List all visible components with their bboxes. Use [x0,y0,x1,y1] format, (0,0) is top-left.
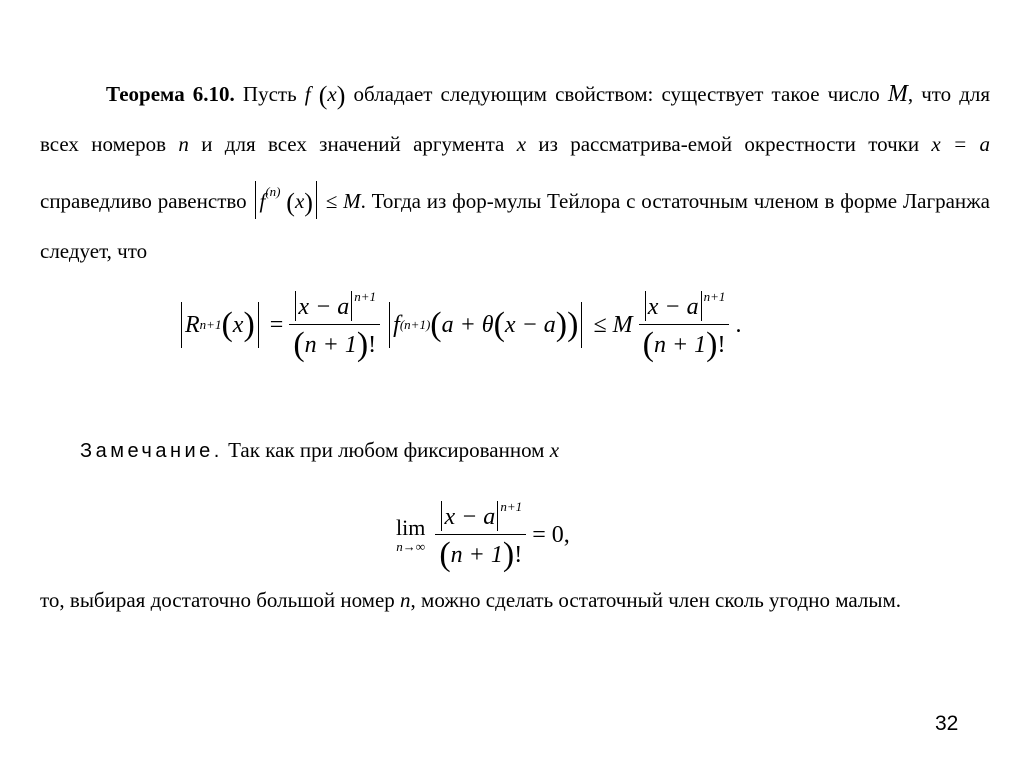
conclusion-paragraph [40,581,990,619]
remark-x: x [549,438,560,462]
formula-limit [396,490,570,580]
remark-line [80,438,559,463]
theorem-text-1: Пусть [242,82,297,106]
conclusion-n: n [400,588,411,612]
theorem-text-2: обладает следующим свойством: существует такое число [353,82,880,106]
formula-R-subscript: n+1 [199,317,222,332]
inline-derivative-bound: $f^{(n)}$ (x) ≤ M [252,189,360,213]
formula-R: R [185,311,200,338]
inline-x: x [516,132,527,156]
formula-f-superscript: (n+1) [399,317,431,332]
formula-le-M: ≤ M [593,311,633,338]
theorem-text-7: . Тогда из фор-мулы Тейлора с остаточным членом в форме Лагранжа следует, что [40,189,990,263]
inline-x-eq-a: x = a [931,132,991,156]
theorem-text-4: и для всех значений аргумента [201,132,505,156]
conclusion-text-2: , можно сделать остаточный член сколь угодно малым. [410,588,901,612]
remark-text: Так как при любом фиксированном [228,438,545,462]
theorem-text-5: из рассматрива-емой окрестности точки [538,132,920,156]
formula-argument: a + θ [441,311,494,338]
remark-label: Замечание. [80,440,223,462]
inline-M: M [887,81,908,107]
theorem-label: Теорема 6.10. [106,82,235,106]
fraction-1: $\frac{x - a ^{n+1}}{(n + 1)!}$ [289,289,380,362]
theorem-paragraph [40,70,990,275]
fraction-2: $\frac{x - a ^{n+1}}{(n + 1)!}$ [639,289,730,362]
page-number: 32 [935,712,959,735]
limit-rhs: = 0, [532,521,570,548]
lim-subscript: n→∞ [396,539,426,554]
inline-n: n [178,132,189,156]
theorem-text-6: справедливо равенство [40,189,247,213]
conclusion-text-1: то, выбирая достаточно большой номер [40,588,395,612]
theorem-text-3: , что для всех номеров [40,82,991,156]
limit-fraction: $\frac{x - a ^{n+1}}{(n + 1)!}$ [435,499,526,572]
formula-remainder-estimate: R n+1 ( x ) = $\frac{x - a ^{n+1}}{(n + 1)!}$ f (n+1) ( a + θ ( x − a ) ) ≤ M $\frac{x - a ^{n+1}}{(n + 1)!}$ . [178,285,741,365]
inline-f-of-x: f (x) [304,81,346,110]
lim-word: lim [396,515,426,540]
